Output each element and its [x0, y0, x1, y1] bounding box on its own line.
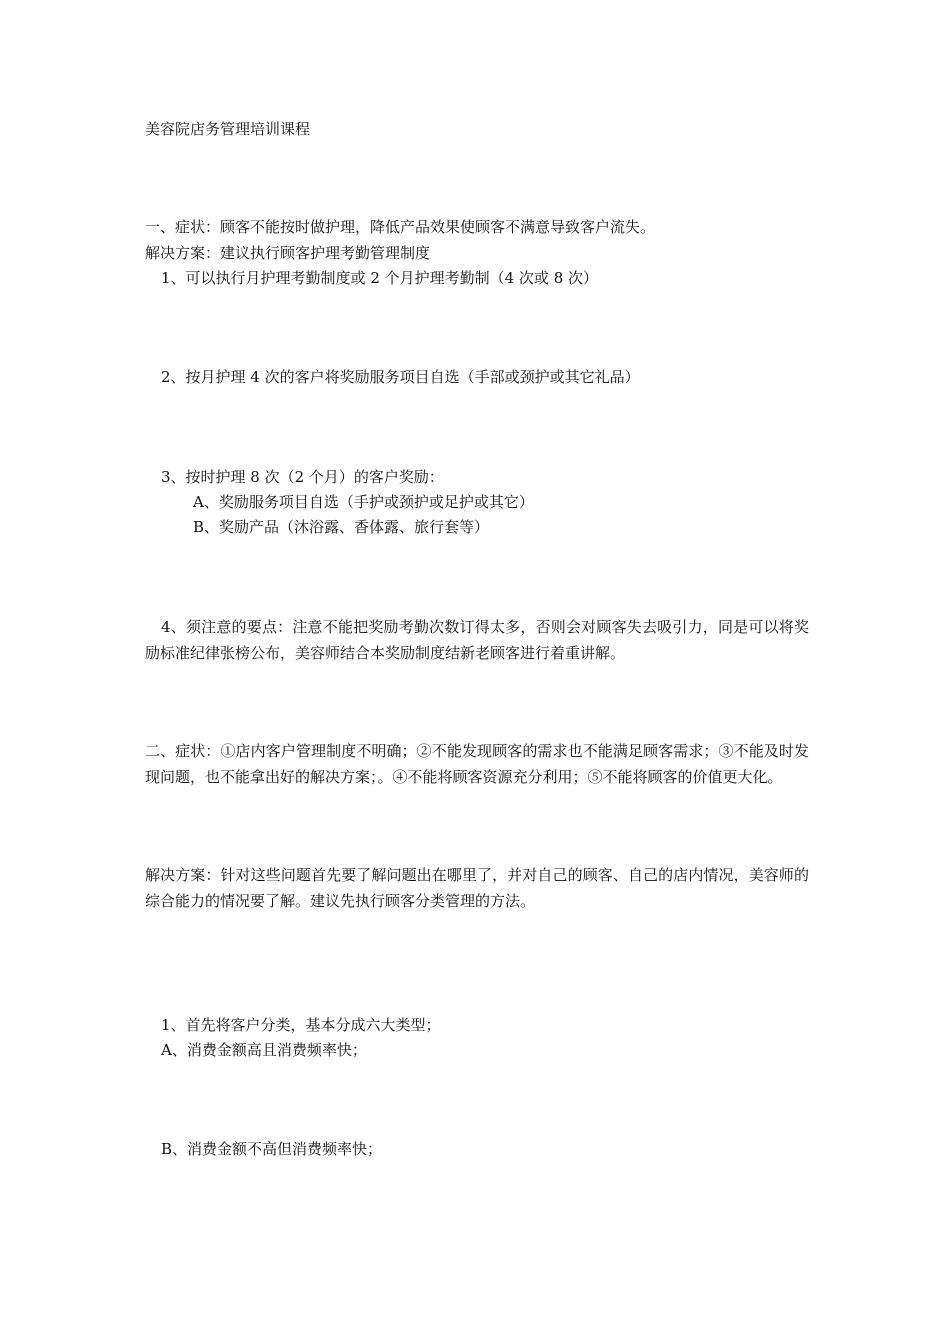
- section2-item1: 1、首先将客户分类，基本分成六大类型；: [161, 1016, 441, 1034]
- section2-item1-b: B、消费金额不高但消费频率快；: [161, 1140, 383, 1158]
- section2-solution: 解决方案：针对这些问题首先要了解问题出在哪里了，并对自己的顾客、自己的店内情况，美容师的综合能力的情况要了解。建议先执行顾客分类管理的方法。: [145, 866, 809, 910]
- document-title: 美容院店务管理培训课程: [145, 120, 311, 138]
- section1-item1: 1、可以执行月护理考勤制度或 2 个月护理考勤制（4 次或 8 次）: [161, 269, 599, 287]
- section1-solution: 解决方案：建议执行顾客护理考勤管理制度: [145, 244, 431, 262]
- section1-item4: 4、须注意的要点：注意不能把奖励考勤次数订得太多，否则会对顾客失去吸引力，同是可以将奖励标准纪律张榜公布，美容师结合本奖励制度结新老顾客进行着重讲解。: [145, 618, 809, 662]
- section2-symptom: 二、症状：①店内客户管理制度不明确；②不能发现顾客的需求也不能满足顾客需求；③不能及时发现问题，也不能拿出好的解决方案；。④不能将顾客资源充分利用；⑤不能将顾客的价值更大化。: [145, 742, 809, 786]
- section1-item3-b: B、奖励产品（沐浴露、香体露、旅行套等）: [193, 518, 490, 536]
- section1-item2: 2、按月护理 4 次的客户将奖励服务项目自选（手部或颈护或其它礼品）: [161, 368, 640, 386]
- section1-item3-a: A、奖励服务项目自选（手护或颈护或足护或其它）: [193, 493, 534, 511]
- section1-symptom: 一、症状：顾客不能按时做护理，降低产品效果使顾客不满意导致客户流失。: [145, 218, 656, 236]
- section2-item1-a: A、消费金额高且消费频率快；: [161, 1041, 367, 1059]
- section1-item3: 3、按时护理 8 次（2 个月）的客户奖励：: [161, 468, 444, 486]
